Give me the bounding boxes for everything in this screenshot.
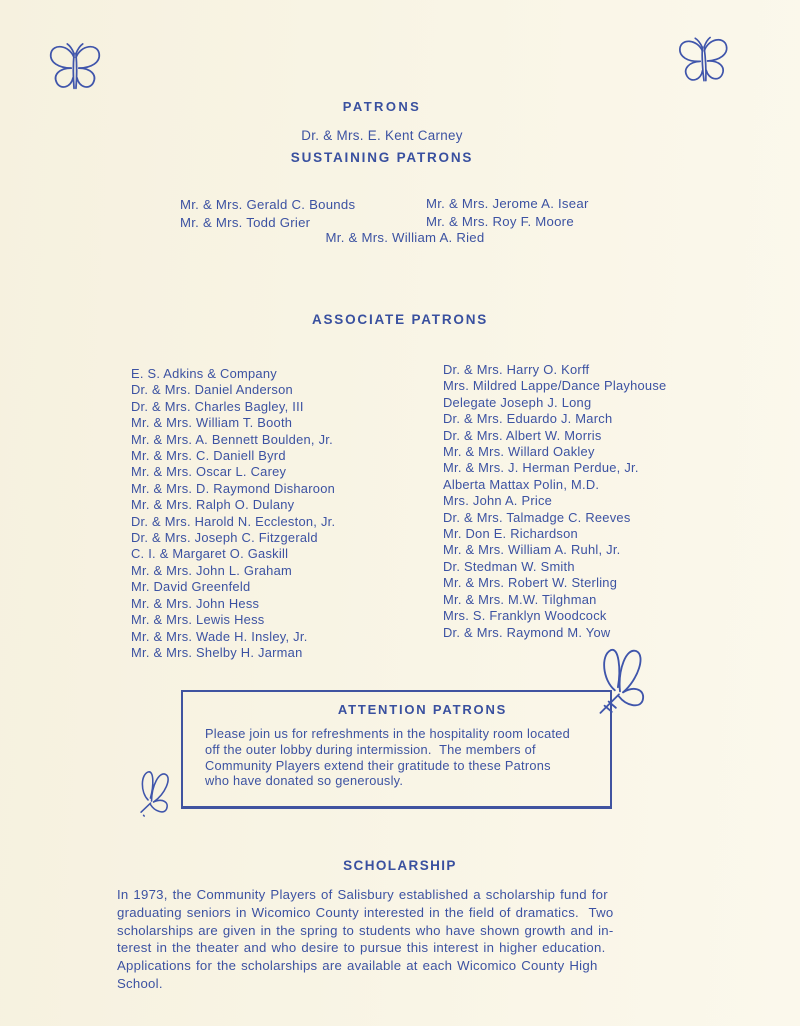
patron-name: Mr. David Greenfeld: [131, 579, 251, 595]
patron-name: Mr. & Mrs. J. Herman Perdue, Jr.: [443, 460, 639, 476]
text-line: Applications for the scholarships are available at each Wicomico County High: [117, 958, 598, 974]
patron-name: Dr. & Mrs. Talmadge C. Reeves: [443, 509, 631, 525]
patron-name: C. I. & Margaret O. Gaskill: [131, 546, 289, 562]
patron-name: Dr. & Mrs. Harry O. Korff: [443, 362, 590, 377]
patron-name: Dr. & Mrs. Eduardo J. March: [443, 411, 613, 427]
patron-name: Mr. & Mrs. Jerome A. Isear: [426, 196, 589, 211]
patron-name: Mrs. John A. Price: [443, 493, 553, 509]
scholarship-text: [117, 886, 614, 993]
patron-name: Mr. & Mrs. William T. Booth: [131, 415, 293, 431]
scholarship-heading: SCHOLARSHIP: [343, 858, 457, 873]
patron-name: Mr. & Mrs. Lewis Hess: [131, 612, 265, 628]
patron-name: Mr. & Mrs. M.W. Tilghman: [443, 591, 597, 607]
text-line: off the outer lobby during intermission. The members of: [205, 741, 536, 757]
patron-name: Mr. & Mrs. C. Daniell Byrd: [131, 448, 286, 464]
patron-name: Alberta Mattax Polin, M.D.: [443, 476, 600, 492]
text-line: graduating seniors in Wicomico County interested in the field of dramatics. Two: [117, 904, 614, 920]
patron-name: Dr. & Mrs. Joseph C. Fitzgerald: [131, 530, 318, 546]
sustaining-left-column: [180, 196, 355, 231]
text-line: Please join us for refreshments in the hospitality room located: [205, 726, 570, 741]
patron-name: Mr. & Mrs. William A. Ried: [325, 230, 485, 245]
patron-name: Mrs. Mildred Lappe/Dance Playhouse: [443, 378, 667, 394]
patron-name: E. S. Adkins & Company: [131, 366, 277, 381]
attention-patrons-text: [183, 726, 610, 789]
patron-name: Mr. & Mrs. A. Bennett Boulden, Jr.: [131, 431, 333, 447]
patron-name: Mrs. S. Franklyn Woodcock: [443, 608, 607, 624]
associate-left-column: [131, 366, 335, 661]
patron-name: Mr. & Mrs. Todd Grier: [180, 214, 311, 230]
patron-name: Dr. & Mrs. Harold N. Eccleston, Jr.: [131, 513, 336, 529]
text-line: scholarships are given in the spring to students who have shown growth and in-: [117, 922, 614, 938]
associate-right-column: [443, 362, 666, 641]
text-line: School.: [117, 975, 163, 991]
text-line: who have donated so generously.: [205, 773, 404, 789]
patron-name: Mr. & Mrs. Ralph O. Dulany: [131, 497, 295, 513]
patron-name: Mr. & Mrs. John L. Graham: [131, 562, 292, 578]
patron-name: Mr. & Mrs. Shelby H. Jarman: [131, 644, 303, 660]
text-line: terest in the theater and who desire to pursue this interest in higher education.: [117, 940, 606, 956]
patron-name: Mr. & Mrs. Roy F. Moore: [426, 213, 574, 229]
patron-name: Dr. Stedman W. Smith: [443, 558, 575, 574]
patron-name: Mr. & Mrs. Willard Oakley: [443, 444, 595, 460]
patron-name: Dr. & Mrs. Charles Bagley, III: [131, 398, 304, 414]
patron-name: Mr. & Mrs. William A. Ruhl, Jr.: [443, 542, 621, 558]
patron-name: Dr. & Mrs. Raymond M. Yow: [443, 624, 611, 640]
associate-patrons-heading: ASSOCIATE PATRONS: [311, 312, 489, 327]
butterfly-small-icon: [130, 767, 175, 821]
butterfly-top-right-icon: [673, 34, 736, 91]
patron-name: Dr. & Mrs. Albert W. Morris: [443, 427, 602, 443]
attention-patrons-heading: ATTENTION PATRONS: [337, 702, 508, 717]
patron-name: Mr. & Mrs. Gerald C. Bounds: [180, 197, 356, 212]
patrons-heading: PATRONS: [342, 99, 422, 114]
butterfly-side-icon: [592, 645, 650, 717]
patron-name: Dr. & Mrs. E. Kent Carney: [301, 128, 463, 143]
patron-name: Dr. & Mrs. Daniel Anderson: [131, 382, 293, 398]
butterfly-top-left-icon: [44, 42, 106, 98]
sustaining-patrons-heading: SUSTAINING PATRONS: [290, 150, 474, 165]
attention-patrons-box: [181, 690, 612, 809]
patron-name: Mr. & Mrs. D. Raymond Disharoon: [131, 480, 336, 496]
patron-name: Mr. Don E. Richardson: [443, 526, 578, 542]
patron-name: Mr. & Mrs. John Hess: [131, 595, 260, 611]
patron-name: Mr. & Mrs. Wade H. Insley, Jr.: [131, 628, 308, 644]
text-line: Community Players extend their gratitude to these Patrons: [205, 757, 551, 773]
sustaining-right-column: [426, 195, 589, 230]
text-line: In 1973, the Community Players of Salisbury established a scholarship fund for: [117, 887, 608, 902]
patron-name: Mr. & Mrs. Oscar L. Carey: [131, 464, 287, 480]
patron-name: Mr. & Mrs. Robert W. Sterling: [443, 575, 618, 591]
patron-name: Delegate Joseph J. Long: [443, 394, 592, 410]
